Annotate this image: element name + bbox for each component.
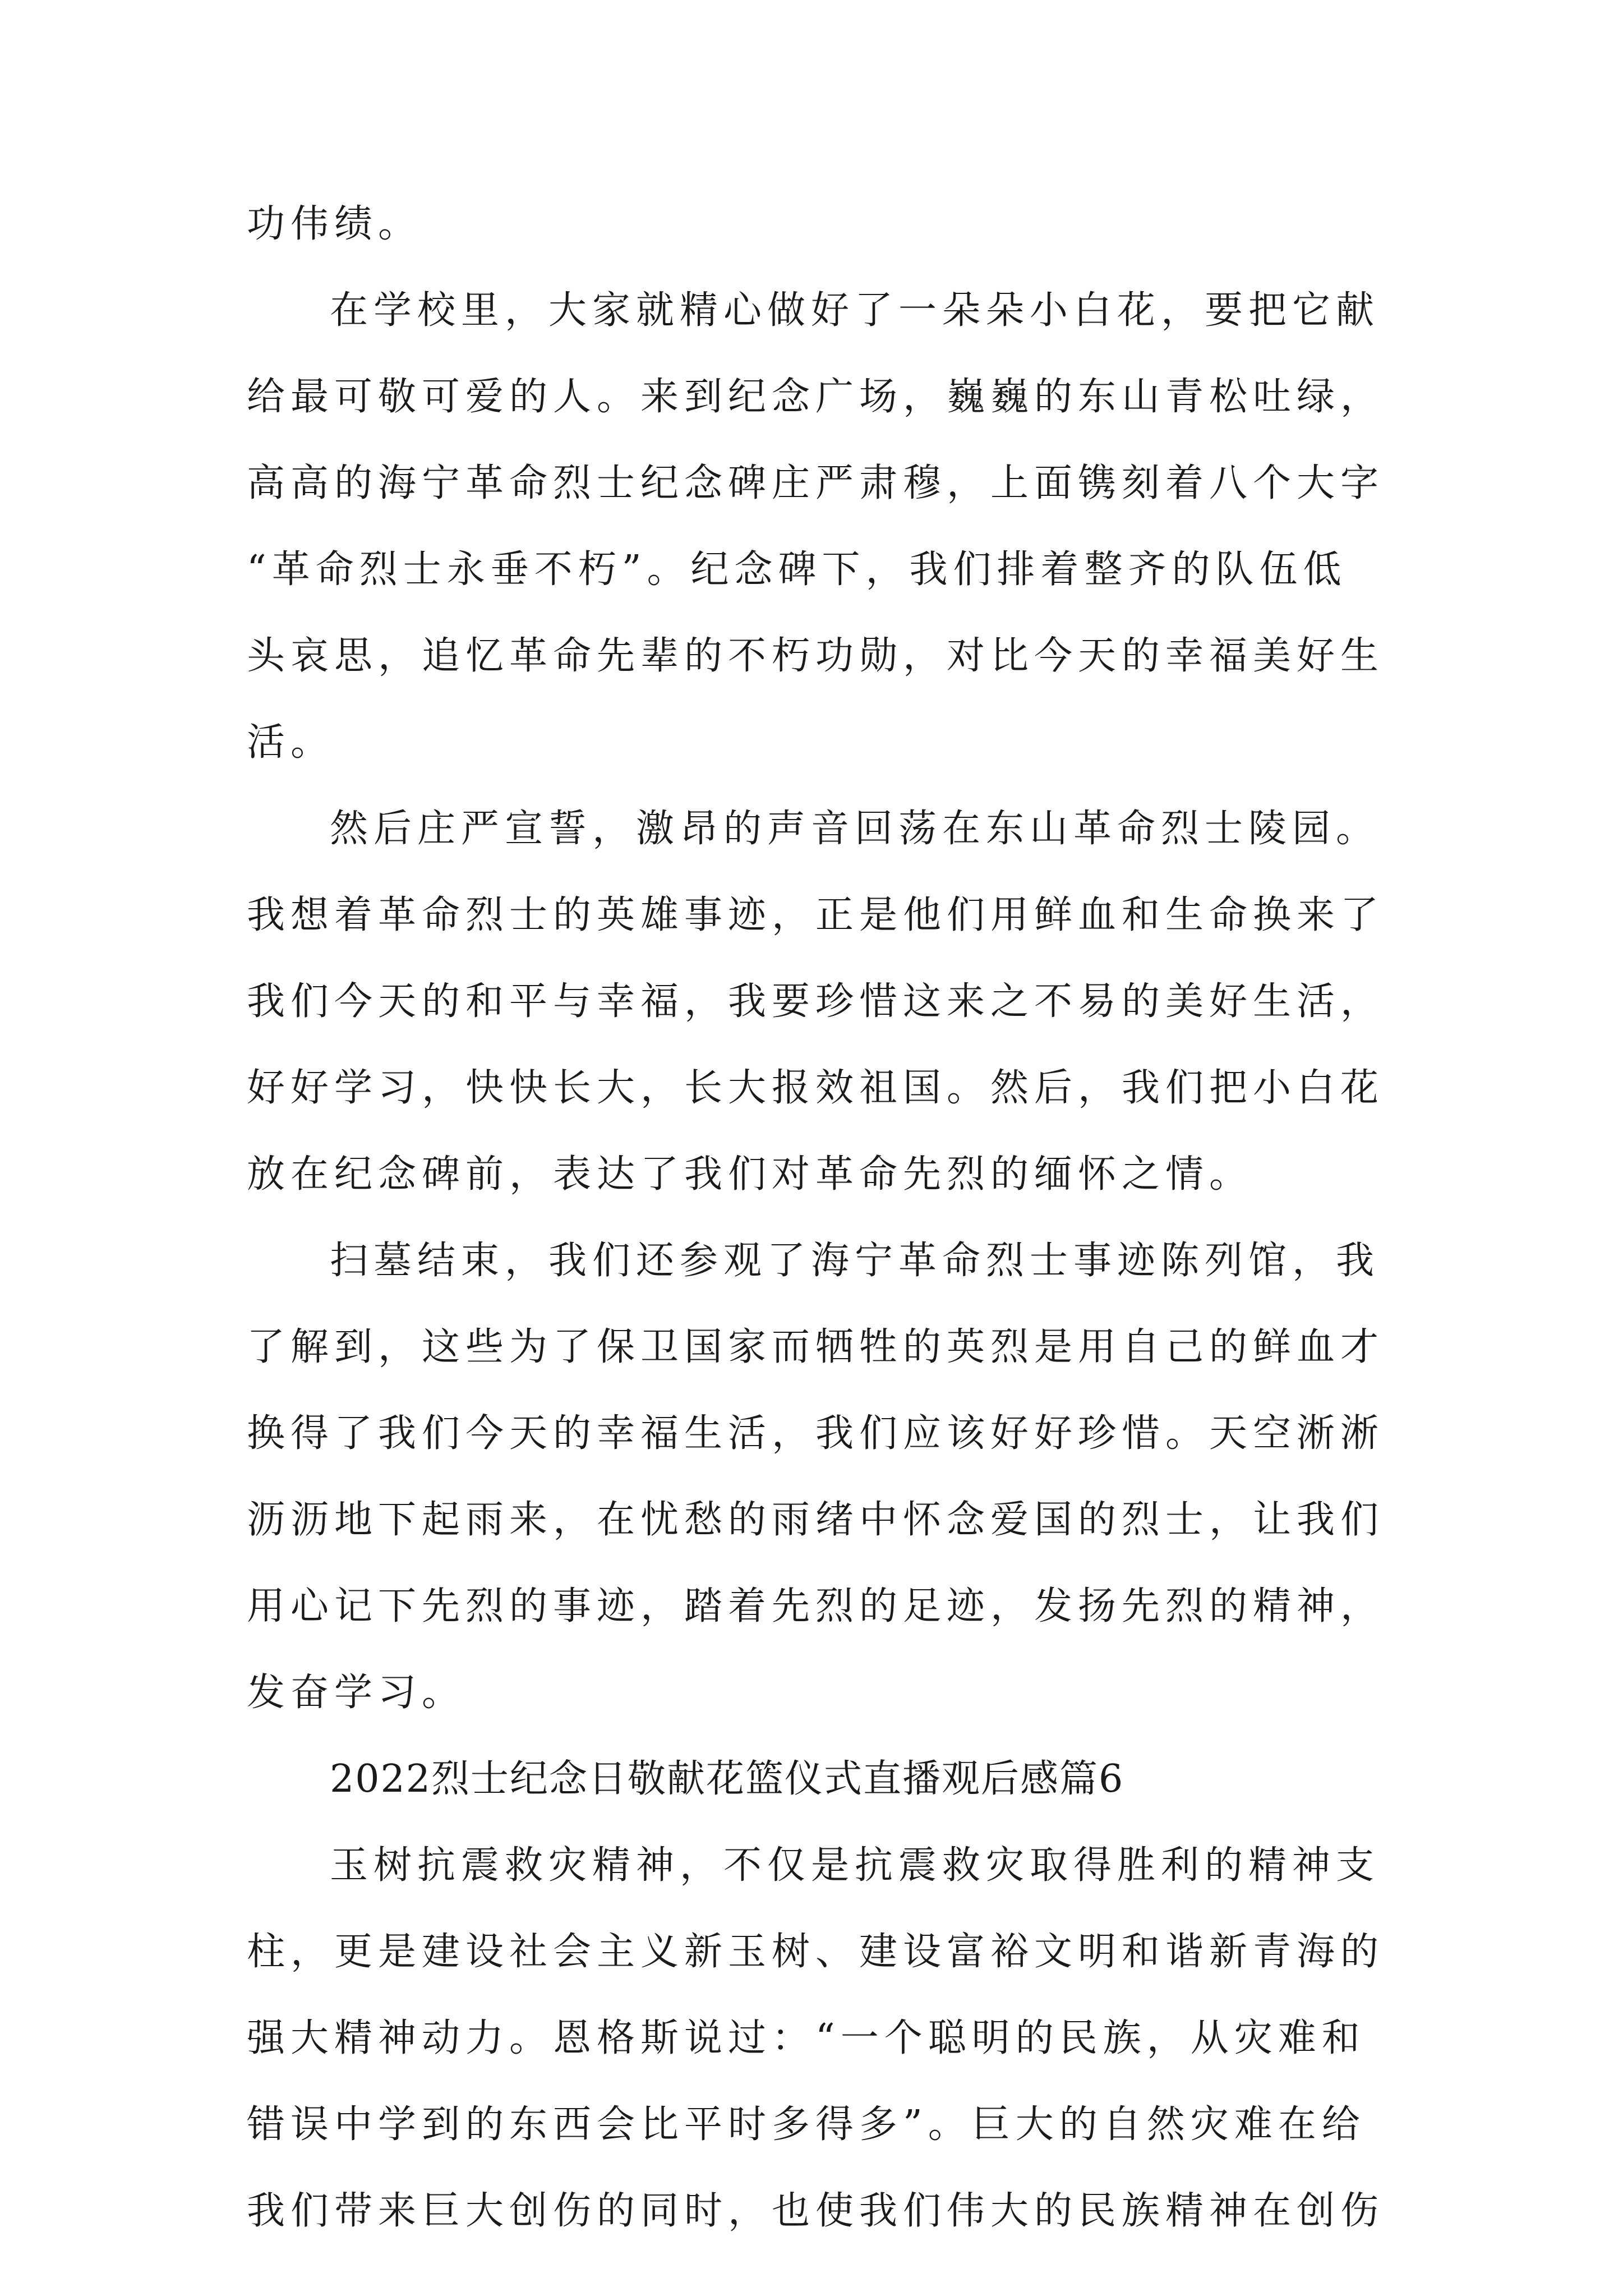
text-line: 头哀思，追忆革命先辈的不朽功勋，对比今天的幸福美好生 (247, 634, 1385, 678)
text-line: 柱，更是建设社会主义新玉树、建设富裕文明和谐新青海的 (247, 1930, 1385, 1974)
text-line: 放在纪念碑前，表达了我们对革命先烈的缅怀之情。 (247, 1152, 1253, 1197)
paragraph-start-line: 然后庄严宣誓，激昂的声音回荡在东山革命烈士陵园。 (330, 807, 1380, 851)
text-line: 我们带来巨大创伤的同时，也使我们伟大的民族精神在创伤 (247, 2189, 1385, 2233)
text-line: 错误中学到的东西会比平时多得多”。巨大的自然灾难在给 (247, 2102, 1366, 2147)
section-heading: 2022烈士纪念日敬献花篮仪式直播观后感篇6 (330, 1757, 1124, 1801)
text-line: “革命烈士永垂不朽”。纪念碑下，我们排着整齐的队伍低 (247, 547, 1347, 592)
paragraph-start-line: 在学校里，大家就精心做好了一朵朵小白花，要把它献 (330, 288, 1380, 333)
text-line: 给最可敬可爱的人。来到纪念广场，巍巍的东山青松吐绿， (247, 375, 1385, 419)
text-line: 高高的海宁革命烈士纪念碑庄严肃穆，上面镌刻着八个大字 (247, 461, 1385, 505)
text-line: 用心记下先烈的事迹，踏着先烈的足迹，发扬先烈的精神， (247, 1584, 1385, 1628)
text-line: 发奋学习。 (247, 1671, 466, 1715)
text-line: 活。 (247, 720, 335, 765)
text-line: 我想着革命烈士的英雄事迹，正是他们用鲜血和生命换来了 (247, 893, 1385, 937)
paragraph-start-line: 玉树抗震救灾精神，不仅是抗震救灾取得胜利的精神支 (330, 1843, 1380, 1888)
text-line: 强大精神动力。恩格斯说过：“一个聪明的民族，从灾难和 (247, 2016, 1366, 2060)
text-line: 功伟绩。 (247, 202, 422, 246)
paragraph-start-line: 扫墓结束，我们还参观了海宁革命烈士事迹陈列馆，我 (330, 1239, 1380, 1283)
text-line: 换得了我们今天的幸福生活，我们应该好好珍惜。天空淅淅 (247, 1411, 1385, 1456)
text-line: 沥沥地下起雨来，在忧愁的雨绪中怀念爱国的烈士，让我们 (247, 1498, 1385, 1542)
text-line: 我们今天的和平与幸福，我要珍惜这来之不易的美好生活， (247, 979, 1385, 1024)
text-line: 好好学习，快快长大，长大报效祖国。然后，我们把小白花 (247, 1066, 1385, 1110)
text-line: 了解到，这些为了保卫国家而牺牲的英烈是用自己的鲜血才 (247, 1325, 1385, 1369)
